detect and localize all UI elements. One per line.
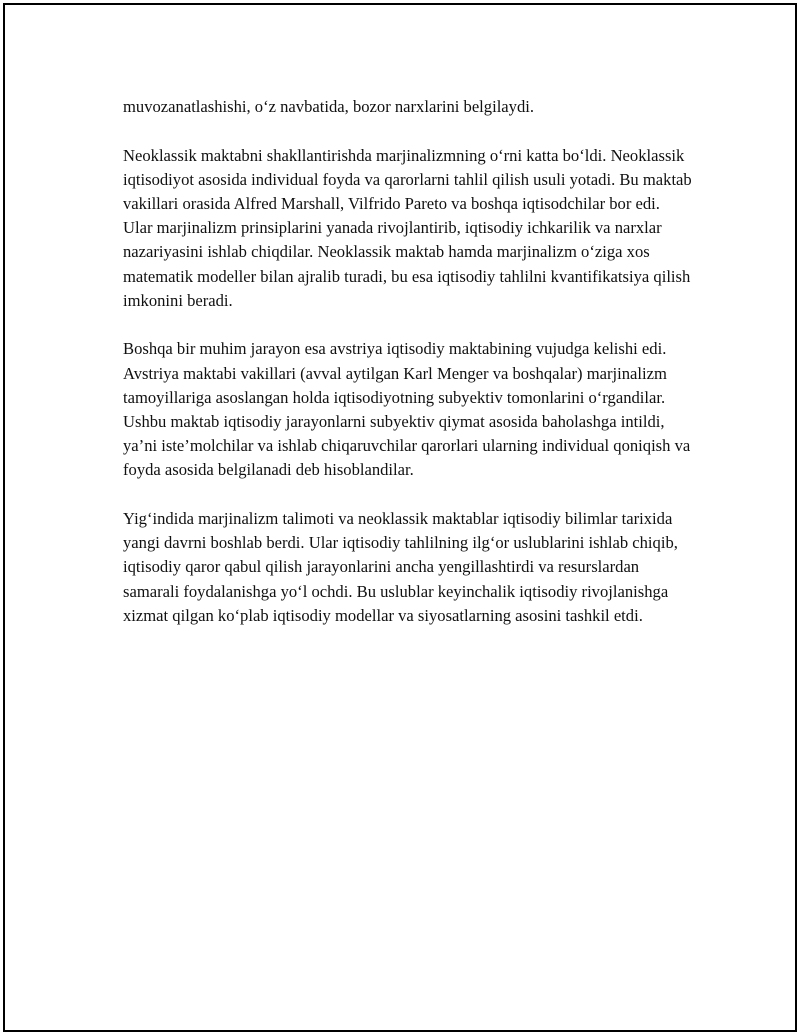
document-body (123, 95, 693, 652)
paragraph-2: Neoklassik maktabni shakllantirishda marjinalizmning o‘rni katta bo‘ldi. Neoklassik iqtisodiyot asosida individual foyda va qarorlarni tahlil qilish usuli yotadi. Bu maktab vakillari orasida Alfred Marshall, Vilfrido Pareto va boshqa iqtisodchilar bor edi. Ular marjinalizm prinsiplarini yanada rivojlantirib, iqtisodiy ichkarilik va narxlar nazariyasini ishlab chiqdilar. Neoklassik maktab hamda marjinalizm o‘ziga xos matematik modeller bilan ajralib turadi, bu esa iqtisodiy tahlilni kvantifikatsiya qilish imkonini beradi. (123, 145, 692, 310)
paragraph-3: Boshqa bir muhim jarayon esa avstriya iqtisodiy maktabining vujudga kelishi edi. Avstriya maktabi vakillari (avval aytilgan Karl Menger va boshqalar) marjinalizm tamoyillariga asoslangan holda iqtisodiyotning subyektiv tomonlarini o‘rgandilar. Ushbu maktab iqtisodiy jarayonlarni subyektiv qiymat asosida baholashga intildi, ya’ni iste’molchilar va ishlab chiqaruvchilar qarorlari ularning individual qoniqish va foyda asosida belgilanadi deb hisoblandilar. (123, 339, 691, 480)
paragraph-4: Yig‘indida marjinalizm talimoti va neoklassik maktablar iqtisodiy bilimlar tarixida yangi davrni boshlab berdi. Ular iqtisodiy tahlilning ilg‘or uslublarini ishlab chiqib, iqtisodiy qaror qabul qilish jarayonlarini ancha yengillashtirdi va resurslardan samarali foydalanishga yo‘l ochdi. Bu uslublar keyinchalik iqtisodiy rivojlanishga xizmat qilgan ko‘plab iqtisodiy modellar va siyosatlarning asosini tashkil etdi. (123, 509, 678, 625)
page-frame (3, 3, 797, 1032)
paragraph-1: muvozanatlashishi, o‘z navbatida, bozor narxlarini belgilaydi. (123, 97, 535, 116)
